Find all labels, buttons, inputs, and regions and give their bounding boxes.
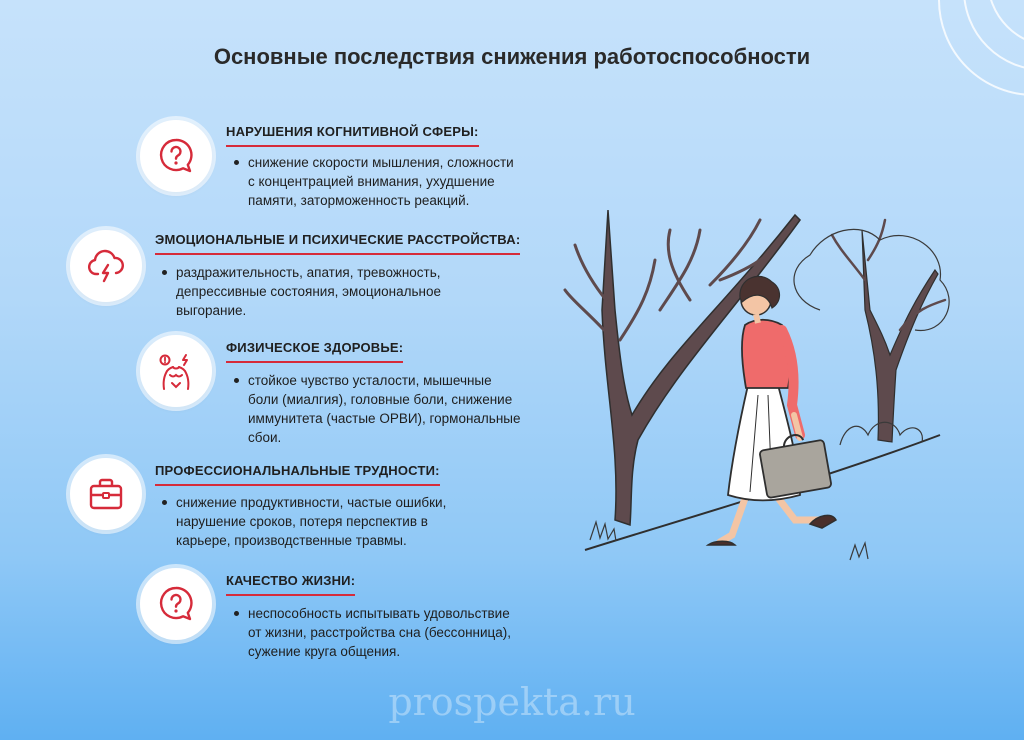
text-line: выгорание. (176, 303, 247, 318)
woman-walking-illustration (560, 190, 960, 570)
icon-circle (70, 458, 142, 530)
icon-circle (140, 335, 212, 407)
page-title: Основные последствия снижения работоспособности (213, 44, 811, 69)
text-line: памяти, заторможенность реакций. (248, 193, 470, 208)
storm-cloud-icon (86, 246, 126, 286)
watermark: prospekta.ru (388, 680, 636, 724)
text-line: снижение скорости мышления, сложности (248, 155, 514, 170)
section-text (248, 153, 514, 210)
text-line: нарушение сроков, потеря перспектив в (176, 514, 428, 529)
text-line: от жизни, расстройства сна (бессонница), (248, 625, 512, 640)
text-line: стойкое чувство усталости, мышечные (248, 373, 492, 388)
section-heading: ФИЗИЧЕСКОЕ ЗДОРОВЬЕ: (226, 340, 403, 363)
icon-circle (140, 120, 212, 192)
section-text (248, 604, 511, 661)
section-heading: ПРОФЕССИОНАЛЬНАЛЬНЫЕ ТРУДНОСТИ: (155, 463, 440, 486)
text-line: карьере, производственные травмы. (176, 533, 407, 548)
question-bubble-icon (156, 584, 196, 624)
text-line: боли (миалгия), головные боли, снижение (248, 392, 513, 407)
icon-circle (140, 568, 212, 640)
text-line: с концентрацией внимания, ухудшение (248, 174, 495, 189)
section-text (248, 371, 521, 447)
section-text (176, 493, 446, 550)
text-line: неспособность испытывать удовольствие (248, 606, 510, 621)
briefcase-icon (86, 474, 126, 514)
text-line: иммунитета (частые ОРВИ), гормональные (248, 411, 521, 426)
body-pain-icon (156, 351, 196, 391)
section-text (176, 263, 441, 320)
icon-circle (70, 230, 142, 302)
text-line: сужение круга общения. (248, 644, 401, 659)
text-line: раздражительность, апатия, тревожность, (176, 265, 441, 280)
text-line: снижение продуктивности, частые ошибки, (176, 495, 447, 510)
section-heading: НАРУШЕНИЯ КОГНИТИВНОЙ СФЕРЫ: (226, 124, 479, 147)
text-line: сбои. (248, 430, 282, 445)
question-bubble-icon (156, 136, 196, 176)
section-heading: КАЧЕСТВО ЖИЗНИ: (226, 573, 355, 596)
section-heading: ЭМОЦИОНАЛЬНЫЕ И ПСИХИЧЕСКИЕ РАССТРОЙСТВА: (155, 232, 520, 255)
text-line: депрессивные состояния, эмоциональное (176, 284, 441, 299)
